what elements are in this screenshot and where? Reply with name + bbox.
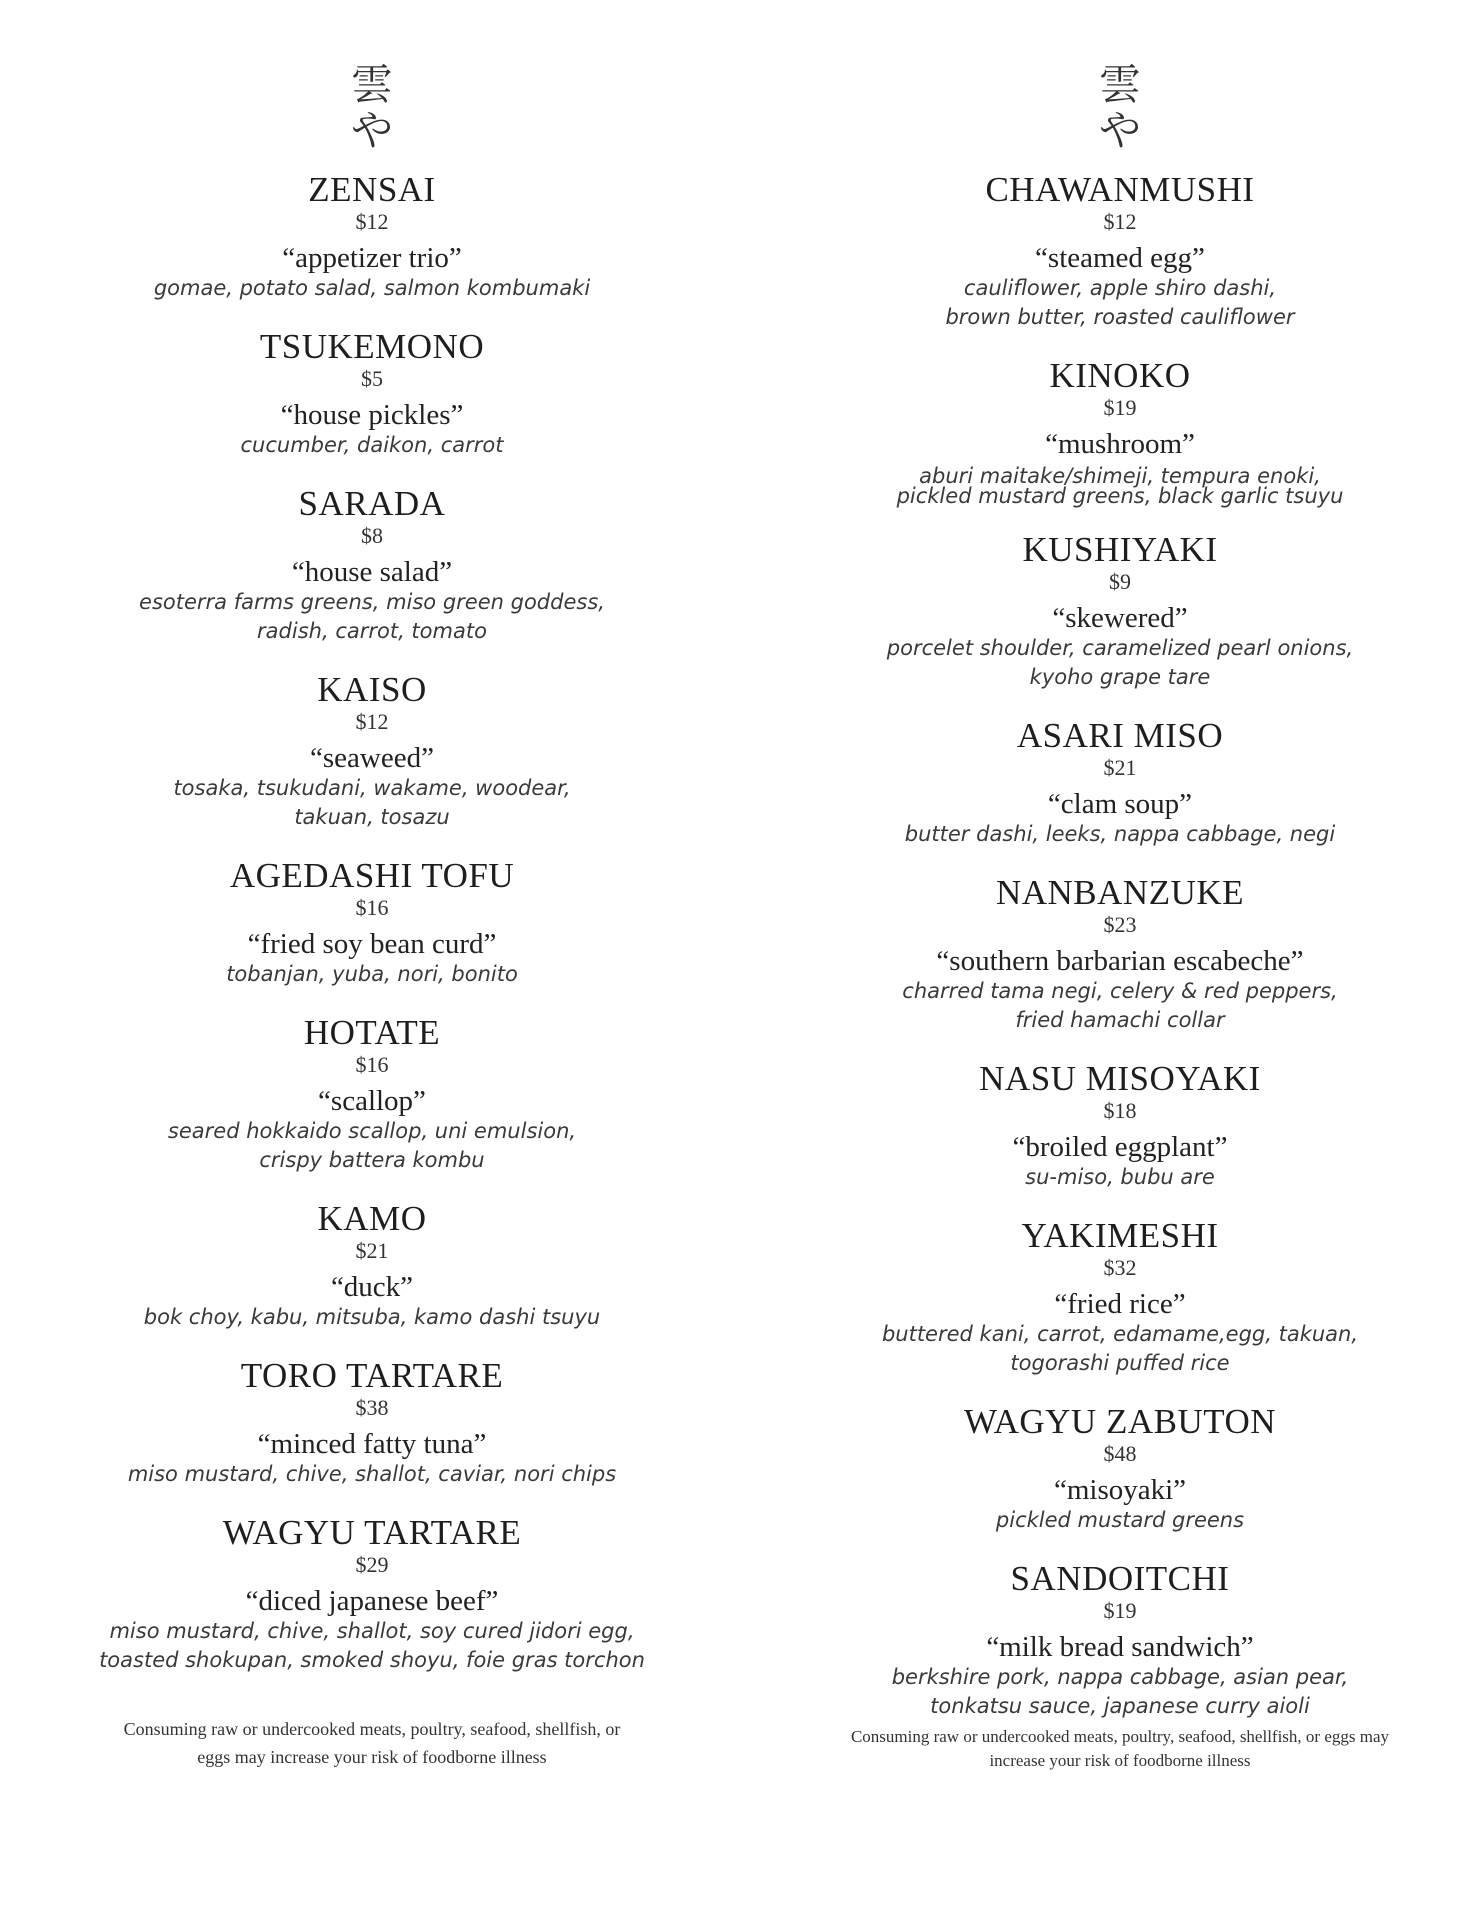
logo-glyph-top: 雲 <box>1098 60 1141 109</box>
item-price: $8 <box>360 523 383 548</box>
item-name: KAISO <box>317 670 427 709</box>
item-price: $5 <box>360 366 383 391</box>
item-description: butter dashi, leeks, nappa cabbage, negi <box>904 822 1336 846</box>
item-name: KINOKO <box>1049 356 1191 395</box>
item-description: porcelet shoulder, caramelized pearl onions, kyoho grape tare <box>886 636 1354 689</box>
item-translation: “duck” <box>330 1271 414 1303</box>
item-price: $16 <box>355 1052 389 1077</box>
item-price: $12 <box>355 209 389 234</box>
item-price: $19 <box>1103 1598 1137 1623</box>
item-price: $18 <box>1103 1098 1137 1123</box>
item-description: pickled mustard greens <box>995 1508 1245 1532</box>
restaurant-logo <box>351 62 393 154</box>
item-price: $9 <box>1109 569 1131 594</box>
item-description: cauliflower, apple shiro dashi, brown butter, roasted cauliflower <box>945 276 1295 329</box>
item-translation: “skewered” <box>1052 602 1188 634</box>
item-price: $29 <box>355 1552 389 1577</box>
item-description: cucumber, daikon, carrot <box>240 433 504 457</box>
menu-column-left <box>62 62 682 1771</box>
item-price: $12 <box>355 709 389 734</box>
menu-item-nanbanzuke <box>902 875 1337 1035</box>
item-price: $12 <box>1103 209 1137 234</box>
item-translation: “scallop” <box>318 1085 426 1117</box>
item-price: $32 <box>1103 1255 1137 1280</box>
item-description: su-miso, bubu are <box>1025 1165 1215 1189</box>
item-name: ZENSAI <box>308 170 436 209</box>
logo-glyph-bottom: や <box>350 106 393 155</box>
item-price: $23 <box>1103 912 1137 937</box>
item-price: $38 <box>355 1395 389 1420</box>
item-translation: “mushroom” <box>1045 428 1195 460</box>
item-translation: “diced japanese beef” <box>245 1585 499 1617</box>
item-description: charred tama negi, celery & red peppers, fried hamachi collar <box>902 979 1338 1032</box>
menu-item-asari-miso <box>905 718 1335 849</box>
item-translation: “fried soy bean curd” <box>247 928 497 960</box>
item-name: TSUKEMONO <box>259 327 485 366</box>
logo-glyph-bottom: や <box>1098 106 1141 155</box>
item-translation: “misoyaki” <box>1053 1474 1187 1506</box>
menu-column-right <box>810 62 1430 1773</box>
item-translation: “milk bread sandwich” <box>986 1631 1254 1663</box>
item-description: buttered kani, carrot, edamame,egg, takuan, togorashi puffed rice <box>881 1322 1359 1375</box>
item-price: $21 <box>1103 755 1137 780</box>
item-name: KUSHIYAKI <box>1022 530 1218 569</box>
item-name: CHAWANMUSHI <box>985 170 1255 209</box>
menu-item-kushiyaki <box>887 532 1353 692</box>
item-description: esoterra farms greens, miso green goddess, radish, carrot, tomato <box>139 590 605 643</box>
menu-item-sandoitchi <box>892 1561 1349 1721</box>
item-name: HOTATE <box>303 1013 441 1052</box>
item-description: berkshire pork, nappa cabbage, asian pear, tonkatsu sauce, japanese curry aioli <box>891 1665 1349 1718</box>
item-translation: “minced fatty tuna” <box>257 1428 487 1460</box>
menu-item-toro-tartare <box>128 1358 616 1489</box>
item-description: miso mustard, chive, shallot, soy cured jidori egg, toasted shokupan, smoked shoyu, foie gras torchon <box>99 1619 645 1672</box>
item-name: AGEDASHI TOFU <box>229 856 515 895</box>
item-name: NASU MISOYAKI <box>979 1059 1261 1098</box>
menu-item-hotate <box>168 1015 576 1175</box>
item-description: tosaka, tsukudani, wakame, woodear, takuan, tosazu <box>173 776 571 829</box>
menu-item-sarada <box>139 486 605 646</box>
item-description: bok choy, kabu, mitsuba, kamo dashi tsuyu <box>143 1305 601 1329</box>
menu-item-kamo <box>144 1201 600 1332</box>
item-name: KAMO <box>317 1199 427 1238</box>
food-safety-disclaimer: Consuming raw or undercooked meats, poultry, seafood, shellfish, or eggs may increase your risk of foodborne illness <box>123 1719 621 1767</box>
item-name: YAKIMESHI <box>1021 1216 1219 1255</box>
menu-item-chawanmushi <box>945 172 1294 332</box>
menu-item-kaiso <box>173 672 570 832</box>
item-name: WAGYU ZABUTON <box>963 1402 1277 1441</box>
menu-item-agedashi-tofu <box>226 858 518 989</box>
restaurant-logo <box>1099 62 1141 154</box>
item-name: TORO TARTARE <box>240 1356 504 1395</box>
item-description: gomae, potato salad, salmon kombumaki <box>153 276 591 300</box>
item-name: WAGYU TARTARE <box>222 1513 522 1552</box>
menu-item-tsukemono <box>241 329 504 460</box>
menu-item-wagyu-zabuton <box>964 1404 1276 1535</box>
item-translation: “southern barbarian escabeche” <box>936 945 1304 977</box>
food-safety-disclaimer: Consuming raw or undercooked meats, poultry, seafood, shellfish, or eggs may increase your risk of foodborne illness <box>850 1727 1390 1770</box>
menu-item-wagyu-tartare <box>99 1515 645 1675</box>
item-description: miso mustard, chive, shallot, caviar, nori chips <box>127 1462 617 1486</box>
logo-glyph-top: 雲 <box>350 60 393 109</box>
item-description: aburi maitake/shimeji, tempura enoki, pickled mustard greens, black garlic tsuyu <box>896 464 1344 508</box>
item-translation: “appetizer trio” <box>282 242 462 274</box>
menu-item-kinoko <box>897 358 1344 506</box>
item-description: tobanjan, yuba, nori, bonito <box>226 962 518 986</box>
item-translation: “clam soup” <box>1047 788 1193 820</box>
menu-item-yakimeshi <box>882 1218 1358 1378</box>
item-translation: “house pickles” <box>280 399 464 431</box>
item-name: NANBANZUKE <box>995 873 1245 912</box>
menu-item-zensai <box>154 172 590 303</box>
item-price: $19 <box>1103 395 1137 420</box>
item-translation: “steamed egg” <box>1035 242 1205 274</box>
item-translation: “fried rice” <box>1054 1288 1186 1320</box>
item-name: SANDOITCHI <box>1010 1559 1230 1598</box>
item-translation: “house salad” <box>291 556 453 588</box>
item-price: $48 <box>1103 1441 1137 1466</box>
item-translation: “seaweed” <box>310 742 434 774</box>
item-translation: “broiled eggplant” <box>1012 1131 1228 1163</box>
menu-item-nasu-misoyaki <box>979 1061 1261 1192</box>
item-price: $21 <box>355 1238 389 1263</box>
item-name: SARADA <box>298 484 446 523</box>
item-name: ASARI MISO <box>1016 716 1224 755</box>
item-description: seared hokkaido scallop, uni emulsion, crispy battera kombu <box>167 1119 577 1172</box>
item-price: $16 <box>355 895 389 920</box>
